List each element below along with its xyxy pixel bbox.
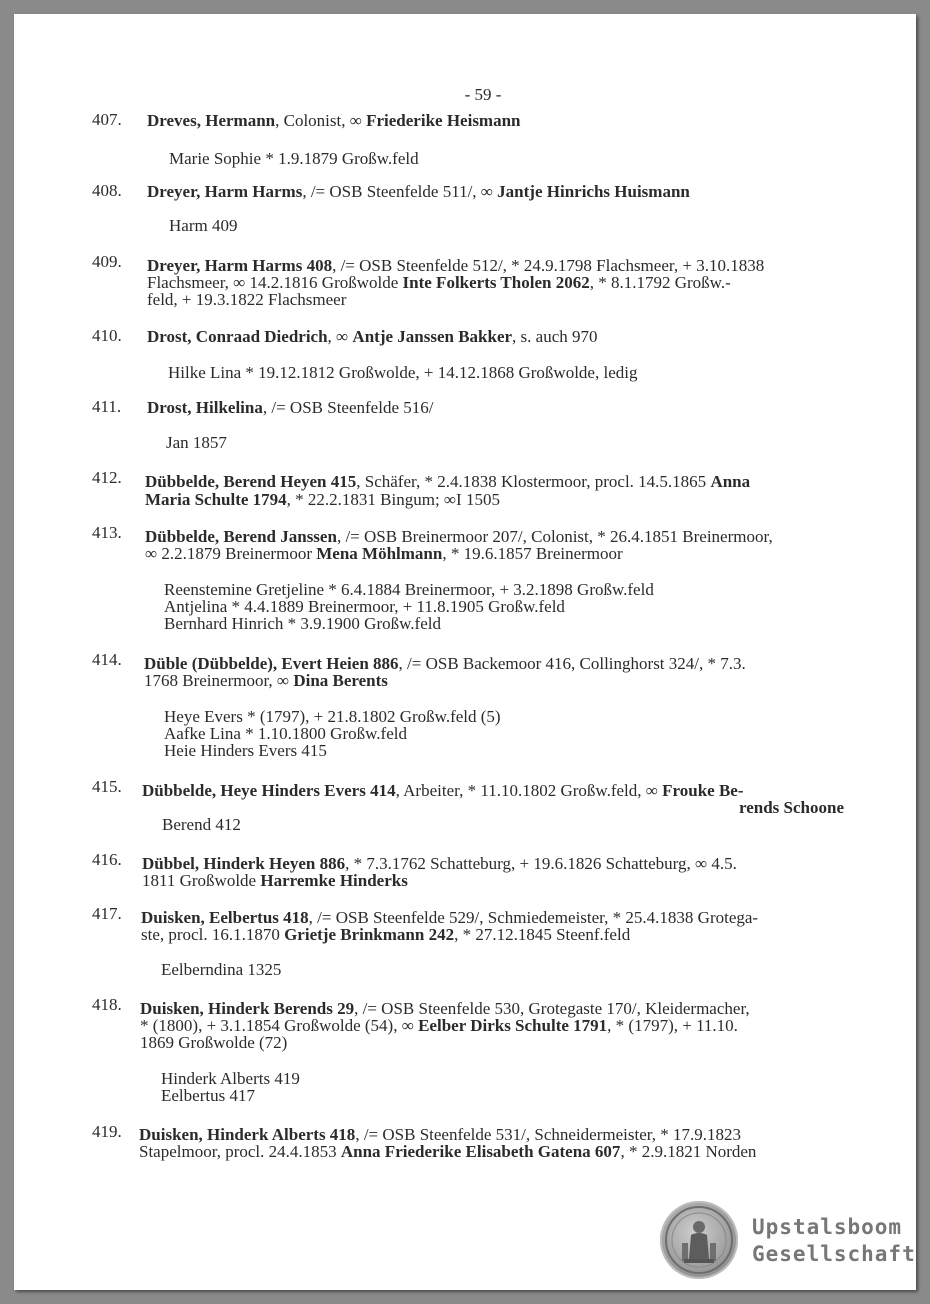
logo-text-line2: Gesellschaft [752,1242,916,1266]
entry-text: 1869 Großwolde (72) [140,1033,288,1052]
entry-text: 1768 Breinermoor, ∞ Dina Berents [144,671,388,690]
entry-number: 415. [92,777,122,796]
upstalsboom-logo [660,1201,916,1281]
child-entry: Marie Sophie * 1.9.1879 Großw.feld [169,149,419,168]
entry-text: Stapelmoor, procl. 24.4.1853 Anna Friederike Elisabeth Gatena 607, * 2.9.1821 Norden [139,1142,757,1161]
entry-text: Dübbelde, Berend Janssen, /= OSB Breinermoor 207/, Colonist, * 26.4.1851 Breinermoor, [145,527,773,546]
entry-number: 409. [92,252,122,271]
entry-text: Dübbelde, Heye Hinders Evers 414, Arbeiter, * 11.10.1802 Großw.feld, ∞ Frouke Be- [142,781,744,800]
entry-text: Dreyer, Harm Harms, /= OSB Steenfelde 511/, ∞ Jantje Hinrichs Huismann [147,182,690,201]
entry-number: 419. [92,1122,122,1141]
entry-text: Duisken, Hinderk Alberts 418, /= OSB Steenfelde 531/, Schneidermeister, * 17.9.1823 [139,1125,741,1144]
child-entry: Jan 1857 [166,433,227,452]
document-page [14,14,916,1290]
child-entry: Harm 409 [169,216,238,235]
entry-text: ∞ 2.2.1879 Breinermoor Mena Möhlmann, * 19.6.1857 Breinermoor [145,544,623,563]
child-entry: Eelberndina 1325 [161,960,282,979]
entry-number: 414. [92,650,122,669]
entry-number: 418. [92,995,122,1014]
entry-number: 412. [92,468,122,487]
entry-text: Dreves, Hermann, Colonist, ∞ Friederike Heismann [147,111,521,130]
entry-text: Dreyer, Harm Harms 408, /= OSB Steenfelde 512/, * 24.9.1798 Flachsmeer, + 3.10.1838 [147,256,765,275]
entry-number: 407. [92,110,122,129]
entry-text: Maria Schulte 1794, * 22.2.1831 Bingum; ∞I 1505 [145,490,500,509]
child-entry: Hilke Lina * 19.12.1812 Großwolde, + 14.12.1868 Großwolde, ledig [168,363,638,382]
entry-text: Düble (Dübbelde), Evert Heien 886, /= OSB Backemoor 416, Collinghorst 324/, * 7.3. [144,654,746,673]
entry-text: 1811 Großwolde Harremke Hinderks [142,871,408,890]
entry-text: rends Schoone [738,798,844,817]
entry-number: 413. [92,523,122,542]
entry-text: Duisken, Eelbertus 418, /= OSB Steenfelde 529/, Schmiedemeister, * 25.4.1838 Grotega- [141,908,759,927]
entry-text: Duisken, Hinderk Berends 29, /= OSB Steenfelde 530, Grotegaste 170/, Kleidermacher, [140,999,750,1018]
child-entry: Reenstemine Gretjeline * 6.4.1884 Breinermoor, + 3.2.1898 Großw.feld [164,580,654,599]
entry-number: 416. [92,850,122,869]
entry-text: Dübbelde, Berend Heyen 415, Schäfer, * 2.4.1838 Klostermoor, procl. 14.5.1865 Anna [145,472,751,491]
entry-text: Drost, Hilkelina, /= OSB Steenfelde 516/ [147,398,434,417]
entry-number: 410. [92,326,122,345]
entry-text: ste, procl. 16.1.1870 Grietje Brinkmann 242, * 27.12.1845 Steenf.feld [141,925,631,944]
child-entry: Aafke Lina * 1.10.1800 Großw.feld [164,724,407,743]
child-entry: Heye Evers * (1797), + 21.8.1802 Großw.feld (5) [164,707,501,726]
entry-text: feld, + 19.3.1822 Flachsmeer [147,290,347,309]
child-entry: Heie Hinders Evers 415 [164,741,327,760]
entry-number: 411. [92,397,122,416]
child-entry: Antjelina * 4.4.1889 Breinermoor, + 11.8.1905 Großw.feld [164,597,565,616]
child-entry: Hinderk Alberts 419 [161,1069,300,1088]
entry-text: Flachsmeer, ∞ 14.2.1816 Großwolde Inte Folkerts Tholen 2062, * 8.1.1792 Großw.- [147,273,731,292]
entry-number: 417. [92,904,122,923]
entry-text: Dübbel, Hinderk Heyen 886, * 7.3.1762 Schatteburg, + 19.6.1826 Schatteburg, ∞ 4.5. [142,854,737,873]
page-number: - 59 - [464,85,502,104]
child-entry: Eelbertus 417 [161,1086,255,1105]
entry-text: * (1800), + 3.1.1854 Großwolde (54), ∞ Eelber Dirks Schulte 1791, * (1797), + 11.10. [140,1016,738,1035]
entry-text: Drost, Conraad Diedrich, ∞ Antje Janssen Bakker, s. auch 970 [147,327,598,346]
child-entry: Bernhard Hinrich * 3.9.1900 Großw.feld [164,614,441,633]
entry-number: 408. [92,181,122,200]
logo-text-line1: Upstalsboom [752,1215,903,1239]
child-entry: Berend 412 [162,815,241,834]
seal-icon [660,1201,738,1279]
